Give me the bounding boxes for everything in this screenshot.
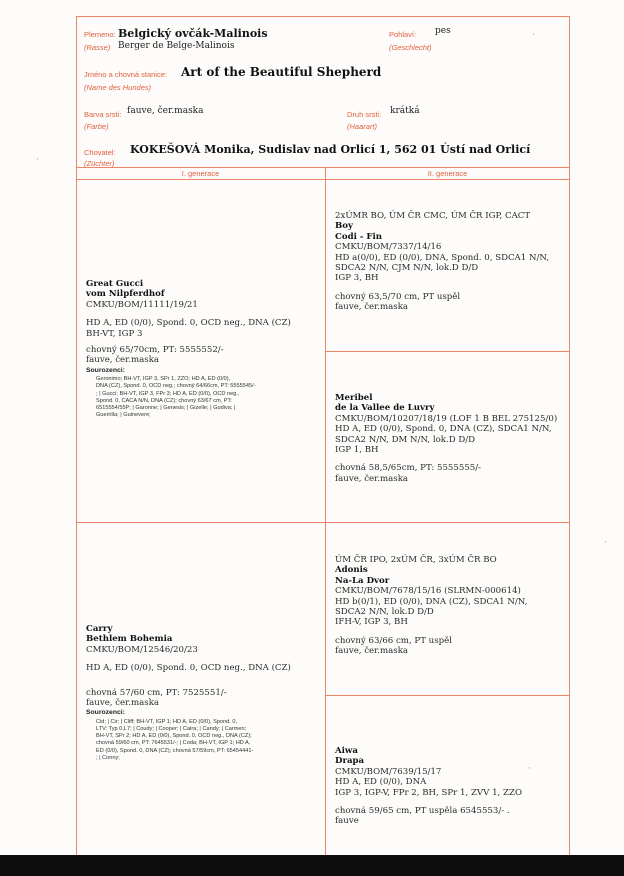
sire-sire-color: fauve, čer.maska: [335, 302, 409, 313]
sire-dam-size: chovná 58,5/65cm, PT: 5555555/-: [335, 463, 482, 474]
sibling-line: ; | Conny;: [96, 754, 120, 761]
dam-registration: CMKU/BOM/12546/20/23: [86, 644, 198, 655]
coat-label-de: (Haarart): [347, 122, 378, 131]
scan-speck: ·: [604, 538, 607, 548]
sire-sire-registration: CMKU/BOM/7337/14/16: [335, 242, 442, 253]
sex-label-de: (Geschlecht): [389, 43, 432, 52]
quarter-divider-top: [325, 351, 569, 352]
sire-sire-size: chovný 63,5/70 cm, PT uspěl: [335, 291, 461, 302]
sibling-line: Spond. 0, CACA N/N, DNA (CZ); chovný 63/67 cm, PT:: [96, 397, 232, 404]
sire-dam-line: IGP 1, BH: [335, 445, 379, 456]
dam-siblings: [86, 719, 322, 762]
dam-sire-line: SDCA2 N/N, lok.D D/D: [335, 607, 434, 618]
scan-bottom-edge: [0, 855, 624, 876]
sire-health: HD A, ED (0/0), Spond. 0, OCD neg., DNA (CZ): [86, 318, 291, 329]
sire-color: fauve, čer.maska: [86, 355, 160, 366]
sex-value: pes: [435, 26, 451, 36]
color-label-de: (Farbe): [84, 122, 109, 131]
second-generation-heading: II. generace: [427, 169, 468, 178]
dam-size: chovná 57/60 cm, PT: 7525551/-: [86, 687, 227, 698]
dam-dam-size: chovná 59/65 cm, PT uspěla 6545553/- .: [335, 806, 510, 817]
dam-sire-titles: ÚM ČR IPO, 2xÚM ČR, 3xÚM ČR BO: [335, 555, 497, 565]
column-divider: [325, 167, 326, 855]
sire-sire-titles: 2xÚMR BO, ÚM ČR CMC, ÚM ČR IGP, CACT: [335, 211, 531, 221]
sire-sire-kennel: Codi - Fin: [335, 231, 383, 242]
dam-color: fauve, čer.maska: [86, 698, 160, 709]
dam-dam-line: HD A, ED (0/0), DNA: [335, 777, 427, 788]
dam-sire-line: IFH-V, IGP 3, BH: [335, 617, 408, 628]
dam-name: Carry: [86, 624, 113, 634]
dam-dam-name: Aiwa: [335, 746, 358, 756]
sibling-line: ; | Gucci; BH-VT, IGP 3, FPr 3; HD A, ED (0/0), OCD neg.,: [96, 390, 240, 397]
sire-kennel: vom Nilpferdhof: [86, 289, 165, 300]
sibling-line: ED (0/0), Spond. 0, DNA (CZ); chovná 57/59cm, PT: 65454441-: [96, 747, 254, 754]
spacer: [335, 798, 565, 806]
dam-dam-registration: CMKU/BOM/7639/15/17: [335, 766, 442, 777]
sire-size: chovný 65/70cm, PT: 5555552/-: [86, 345, 224, 356]
coat-value: krátká: [390, 106, 420, 116]
dam-health: HD A, ED (0/0), Spond. 0, OCD neg., DNA (CZ): [86, 663, 291, 674]
dam-block: [86, 624, 322, 762]
sibling-line: Cid; | Cir; | Cliff; BH-VT, IGP 1; HD A, ED (0/0), Spond. 0,: [96, 718, 238, 725]
sire-siblings-label: Sourozenci:: [86, 366, 125, 374]
dam-dam-kennel: Drapa: [335, 756, 365, 767]
sire-siblings: [86, 376, 322, 419]
quarter-divider-bottom: [325, 695, 569, 696]
header-divider: [76, 167, 569, 168]
sibling-line: BH-VT, SPr 2; HD A, ED (0/0), Spond. 0, OCD neg., DNA (CZ);: [96, 733, 252, 740]
sibling-line: Guerrilla; | Guinevere;: [96, 412, 151, 419]
spacer: [335, 284, 565, 292]
sex-label: Pohlaví:: [389, 30, 417, 39]
spacer: [335, 628, 565, 636]
name-label: Jméno a chovná stanice:: [84, 70, 167, 79]
sibling-line: chovná 59/60 cm, PT: 7645531/-; | Coda; BH-VT, IGP 1; HD A,: [96, 740, 251, 747]
generation-header-divider: [76, 179, 569, 180]
sire-dam-kennel: de la Vallee de Luvry: [335, 403, 435, 414]
sire-dam-line: SDCA2 N/N, DM N/N, lok.D D/D: [335, 434, 476, 445]
sire-dam-name: Meribel: [335, 393, 373, 403]
scan-speck: ·: [528, 764, 531, 774]
sibling-line: DNA (CZ), Spond. 0, OCD neg.; chovný 64/66cm, PT: 5555545/-: [96, 383, 256, 390]
dam-sire-name: Adonis: [335, 565, 368, 576]
sibling-line: Geronimo; BH-VT, IGP 3, SPr 1, ZZO; HD A, ED (0/0),: [96, 376, 231, 383]
sire-exams: BH-VT, IGP 3: [86, 328, 143, 339]
dam-sire-size: chovný 63/66 cm, PT uspěl: [335, 635, 452, 646]
breeder-label-de: (Züchter): [84, 159, 115, 168]
breed-value-de: Berger de Belge-Malinois: [118, 41, 235, 51]
scan-speck: ·: [36, 155, 39, 165]
sire-sire-name: Boy: [335, 221, 353, 232]
coat-label: Druh srsti:: [347, 110, 382, 119]
breeder-value: KOKEŠOVÁ Monika, Sudislav nad Orlicí 1, 562 01 Ústí nad Orlicí: [130, 143, 531, 156]
sire-dam-line: HD A, ED (0/0), Spond. 0, DNA (CZ), SDCA1 N/N,: [335, 424, 552, 435]
dam-kennel: Bethlem Bohemia: [86, 634, 173, 645]
breed-label-de: (Rasse): [84, 43, 111, 52]
color-label: Barva srsti:: [84, 110, 122, 119]
dam-sire-line: HD b(0/1), ED (0/0), DNA (CZ), SDCA1 N/N,: [335, 596, 528, 607]
sire-dam-registration: CMKU/BOM/10207/18/19 (LOF 1 B BEL 275125/0): [335, 413, 558, 424]
dam-sire-registration: CMKU/BOM/7678/15/16 (SLRMN-000614): [335, 586, 521, 597]
dam-siblings-label: Sourozenci:: [86, 709, 125, 717]
breeder-label: Chovatel:: [84, 148, 116, 157]
name-label-de: (Name des Hundes): [84, 83, 152, 92]
sire-sire-line: SDCA2 N/N, CJM N/N, lok.D D/D: [335, 263, 479, 274]
first-generation-heading: I. generace: [181, 169, 220, 178]
sire-dam-block: [335, 393, 565, 484]
sibling-line: 6515554/55P; | Garonne; | Genesis; | Gizelle; | Godiva; |: [96, 405, 236, 412]
sire-block: [86, 279, 322, 419]
spacer: [86, 674, 322, 688]
sire-registration: CMKU/BOM/11111/19/21: [86, 299, 198, 310]
breed-label: Plemeno:: [84, 30, 116, 39]
sire-name: Great Gucci: [86, 279, 144, 289]
sire-sire-block: [335, 211, 565, 313]
dam-sire-kennel: Na-La Dvor: [335, 575, 390, 586]
name-value: Art of the Beautiful Shepherd: [181, 65, 382, 79]
dam-sire-color: fauve, čer.maska: [335, 646, 409, 657]
color-value: fauve, čer.maska: [127, 106, 204, 116]
sire-sire-line: IGP 3, BH: [335, 273, 379, 284]
sire-sire-line: HD a(0/0), ED (0/0), DNA, Spond. 0, SDCA1 N/N,: [335, 252, 550, 263]
dam-dam-line: IGP 3, IGP-V, FPr 2, BH, SPr 1, ZVV 1, ZZO: [335, 787, 522, 798]
scan-speck: ·: [532, 30, 535, 40]
breed-value: Belgický ovčák-Malinois: [118, 27, 268, 40]
sibling-line: LTV: Typ 0,L7; | Coudy; | Cooper; | Caira; | Candy; | Carmen;: [96, 726, 247, 733]
dam-sire-block: [335, 555, 565, 657]
dam-dam-color: fauve: [335, 816, 359, 827]
half-divider: [76, 522, 569, 523]
dam-dam-block: [335, 746, 565, 827]
sire-dam-color: fauve, čer.maska: [335, 473, 409, 484]
